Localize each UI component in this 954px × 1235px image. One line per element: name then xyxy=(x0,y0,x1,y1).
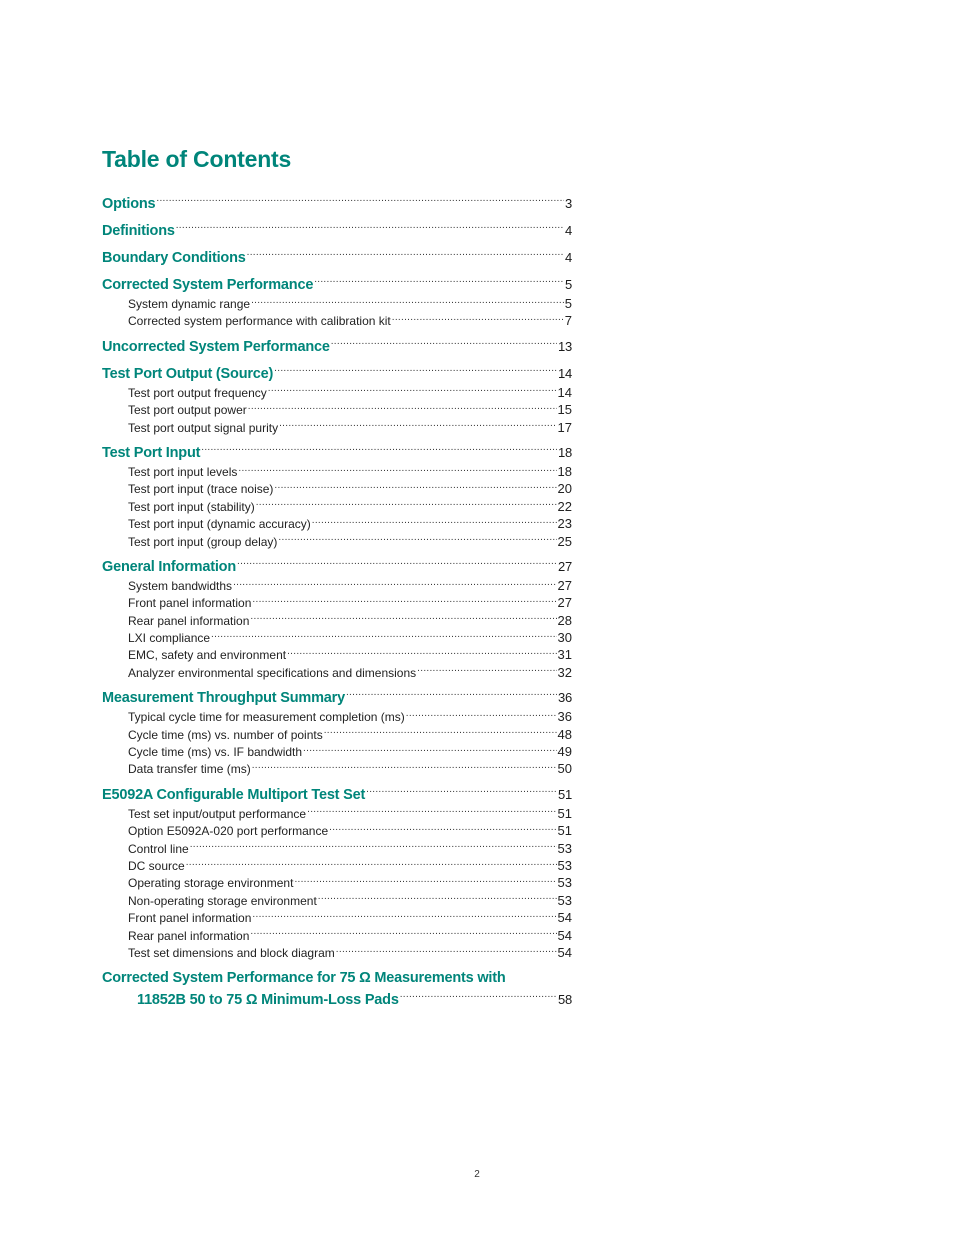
toc-entry-label: Typical cycle time for measurement completion (ms) xyxy=(128,710,405,725)
toc-heading-label: Uncorrected System Performance xyxy=(102,338,330,355)
toc-entry-label: Rear panel information xyxy=(128,928,250,943)
dot-leader xyxy=(252,763,557,773)
toc-entry[interactable] xyxy=(102,533,572,550)
toc-entry[interactable] xyxy=(102,612,572,629)
toc-section xyxy=(102,194,572,214)
dot-leader xyxy=(252,597,556,607)
toc-heading[interactable] xyxy=(102,364,572,384)
toc-entry-page: 14 xyxy=(557,384,572,400)
toc-heading-page: 4 xyxy=(564,250,572,265)
toc-heading-label: E5092A Configurable Multiport Test Set xyxy=(102,786,366,803)
toc-entry[interactable] xyxy=(102,805,572,822)
toc-entry-label: System bandwidths xyxy=(128,578,233,593)
dot-leader xyxy=(400,994,557,1004)
toc-entry[interactable] xyxy=(102,909,572,926)
toc-heading-label: Definitions xyxy=(102,223,175,239)
toc-entry-page: 31 xyxy=(557,647,572,663)
toc-entry-label: System dynamic range xyxy=(128,297,251,311)
dot-leader xyxy=(312,518,557,528)
dot-leader xyxy=(329,825,556,835)
toc-entry-page: 53 xyxy=(557,875,572,891)
toc-entry-page: 20 xyxy=(557,481,572,497)
toc-entry-label: Corrected system performance with calibration kit xyxy=(128,314,391,329)
toc-entry[interactable] xyxy=(102,743,572,760)
toc-entry-label: Cycle time (ms) vs. number of points xyxy=(128,727,323,742)
toc-entry-label: Data transfer time (ms) xyxy=(128,762,251,777)
toc-entry[interactable] xyxy=(102,944,572,961)
dot-leader xyxy=(307,808,556,818)
dot-leader xyxy=(318,895,557,905)
toc-heading-label: General Information xyxy=(102,558,236,575)
toc-heading-line2[interactable] xyxy=(102,989,572,1011)
toc-heading-label: Measurement Throughput Summary xyxy=(102,690,345,707)
toc-heading-line2-label: 11852B 50 to 75 Ω Minimum-Loss Pads xyxy=(137,992,399,1009)
toc-heading-label: Boundary Conditions xyxy=(102,250,246,266)
toc-heading[interactable] xyxy=(102,688,572,708)
toc-entry-page: 53 xyxy=(557,892,572,908)
toc-entry-page: 17 xyxy=(557,419,572,435)
toc-entry[interactable] xyxy=(102,515,572,532)
toc-heading-label: Options xyxy=(102,196,156,212)
toc-heading[interactable] xyxy=(102,557,572,577)
toc-entry-page: 25 xyxy=(557,533,572,549)
toc-entry[interactable] xyxy=(102,857,572,874)
toc-entry-label: Option E5092A-020 port performance xyxy=(128,824,329,839)
toc-entry-page: 54 xyxy=(557,927,572,943)
toc-entry-label: Front panel information xyxy=(128,911,252,926)
toc-heading[interactable] xyxy=(102,443,572,463)
toc-section xyxy=(102,968,572,1011)
toc-heading-page: 51 xyxy=(557,786,572,802)
toc-heading-label: Corrected System Performance xyxy=(102,277,314,293)
toc-entry[interactable] xyxy=(102,463,572,480)
dot-leader xyxy=(176,225,564,235)
toc-entry-page: 5 xyxy=(564,296,572,311)
toc-heading[interactable] xyxy=(102,248,572,268)
toc-entry-label: Front panel information xyxy=(128,596,252,611)
dot-leader xyxy=(406,711,557,721)
toc-entry[interactable] xyxy=(102,629,572,646)
toc-heading-label-line1: Corrected System Performance for 75 Ω Measurements with xyxy=(102,970,506,987)
dot-leader xyxy=(287,649,556,659)
toc-section xyxy=(102,557,572,681)
toc-section xyxy=(102,275,572,330)
toc-heading-75-ohm[interactable] xyxy=(102,968,572,1011)
toc-entry-page: 18 xyxy=(557,463,572,479)
dot-leader xyxy=(233,580,556,590)
dot-leader xyxy=(279,422,556,432)
toc-entry-label: Non-operating storage environment xyxy=(128,893,317,908)
toc-entry[interactable] xyxy=(102,822,572,839)
toc-entry-label: Cycle time (ms) vs. IF bandwidth xyxy=(128,745,303,760)
toc-heading-page: 5 xyxy=(564,277,572,292)
toc-entry[interactable] xyxy=(102,708,572,725)
toc-entry-label: Test port input (stability) xyxy=(128,499,255,514)
toc-entry[interactable] xyxy=(102,295,572,312)
toc-section xyxy=(102,337,572,357)
toc-heading-page: 4 xyxy=(564,223,572,238)
toc-entry-label: Test port output frequency xyxy=(128,385,267,400)
dot-leader xyxy=(268,387,557,397)
dot-leader xyxy=(156,198,564,208)
toc-entry[interactable] xyxy=(102,927,572,944)
toc-entry[interactable] xyxy=(102,760,572,777)
toc-entry-page: 32 xyxy=(557,664,572,680)
toc-entry-page: 15 xyxy=(557,402,572,418)
page-title: Table of Contents xyxy=(102,146,292,172)
toc-entry[interactable] xyxy=(102,840,572,857)
toc-entry-label: Test port input (group delay) xyxy=(128,534,278,549)
dot-leader xyxy=(314,279,564,289)
toc-entry-page: 28 xyxy=(557,612,572,628)
dot-leader xyxy=(274,483,556,493)
toc-entry-page: 51 xyxy=(557,823,572,839)
toc-heading-page: 13 xyxy=(557,338,572,354)
toc-entry[interactable] xyxy=(102,874,572,891)
dot-leader xyxy=(346,692,557,702)
dot-leader xyxy=(250,615,556,625)
dot-leader xyxy=(237,561,557,571)
toc-entry-label: Test port input (dynamic accuracy) xyxy=(128,517,311,532)
toc-entry-label: DC source xyxy=(128,858,185,873)
dot-leader xyxy=(278,536,556,546)
toc-heading-page: 36 xyxy=(557,690,572,706)
toc-entry[interactable] xyxy=(102,419,572,436)
toc-heading-line2-page: 58 xyxy=(557,992,572,1008)
dot-leader xyxy=(251,298,564,308)
toc-heading[interactable] xyxy=(102,194,572,214)
page-number: 2 xyxy=(474,1169,480,1180)
toc-section xyxy=(102,221,572,241)
toc-entry-label: LXI compliance xyxy=(128,631,211,646)
toc-entry[interactable] xyxy=(102,594,572,611)
toc-heading-page: 18 xyxy=(557,444,572,460)
dot-leader xyxy=(331,341,557,351)
toc-heading[interactable] xyxy=(102,337,572,357)
dot-leader xyxy=(252,912,556,922)
toc-entry-page: 48 xyxy=(557,726,572,742)
dot-leader xyxy=(336,947,557,957)
toc-entry-page: 27 xyxy=(557,577,572,593)
toc-entry[interactable] xyxy=(102,646,572,663)
table-of-contents xyxy=(102,194,572,1018)
toc-entry[interactable] xyxy=(102,664,572,681)
toc-entry-label: Operating storage environment xyxy=(128,876,294,891)
toc-entry[interactable] xyxy=(102,726,572,743)
toc-entry-label: Test port input levels xyxy=(128,464,238,479)
toc-heading[interactable] xyxy=(102,221,572,241)
dot-leader xyxy=(250,930,556,940)
dot-leader xyxy=(211,632,556,642)
toc-entry[interactable] xyxy=(102,312,572,329)
toc-entry-label: Test set dimensions and block diagram xyxy=(128,945,335,960)
toc-entry[interactable] xyxy=(102,577,572,594)
toc-heading-label: Test Port Output (Source) xyxy=(102,365,274,382)
toc-entry-page: 36 xyxy=(557,709,572,725)
toc-entry-label: Control line xyxy=(128,841,189,856)
toc-entry[interactable] xyxy=(102,892,572,909)
toc-entry-label: Rear panel information xyxy=(128,613,250,628)
toc-heading[interactable] xyxy=(102,785,572,805)
toc-entry[interactable] xyxy=(102,480,572,497)
toc-entry-label: EMC, safety and environment xyxy=(128,648,287,663)
dot-leader xyxy=(303,746,556,756)
toc-entry[interactable] xyxy=(102,401,572,418)
dot-leader xyxy=(201,447,557,457)
toc-heading-page: 27 xyxy=(557,558,572,574)
dot-leader xyxy=(366,789,557,799)
toc-entry-label: Test port output power xyxy=(128,403,247,418)
toc-entry-page: 22 xyxy=(557,498,572,514)
toc-heading-page: 14 xyxy=(557,365,572,381)
dot-leader xyxy=(256,501,557,511)
toc-section xyxy=(102,248,572,268)
toc-section xyxy=(102,443,572,550)
toc-entry-label: Analyzer environmental specifications and dimensions xyxy=(128,665,417,680)
dot-leader xyxy=(190,843,557,853)
dot-leader xyxy=(274,368,557,378)
toc-entry-page: 50 xyxy=(557,761,572,777)
toc-entry-page: 49 xyxy=(557,744,572,760)
dot-leader xyxy=(247,252,564,262)
dot-leader xyxy=(294,877,556,887)
toc-heading[interactable] xyxy=(102,275,572,295)
dot-leader xyxy=(238,466,556,476)
toc-entry-page: 30 xyxy=(557,630,572,646)
toc-section xyxy=(102,364,572,436)
toc-entry-label: Test port input (trace noise) xyxy=(128,482,274,497)
toc-section xyxy=(102,785,572,962)
toc-entry-page: 53 xyxy=(557,840,572,856)
toc-section xyxy=(102,688,572,778)
toc-heading-label: Test Port Input xyxy=(102,444,201,461)
toc-entry-page: 27 xyxy=(557,595,572,611)
dot-leader xyxy=(324,729,557,739)
toc-entry-page: 7 xyxy=(564,313,572,329)
toc-entry-page: 51 xyxy=(557,805,572,821)
toc-entry-label: Test port output signal purity xyxy=(128,420,279,435)
toc-entry-page: 53 xyxy=(557,857,572,873)
toc-heading-page: 3 xyxy=(564,196,572,211)
toc-entry-label: Test set input/output performance xyxy=(128,806,307,821)
dot-leader xyxy=(248,404,557,414)
dot-leader xyxy=(186,860,557,870)
toc-entry-page: 54 xyxy=(557,910,572,926)
toc-entry[interactable] xyxy=(102,384,572,401)
dot-leader xyxy=(392,315,564,325)
toc-entry-page: 23 xyxy=(557,516,572,532)
toc-entry-page: 54 xyxy=(557,944,572,960)
dot-leader xyxy=(417,667,556,677)
toc-entry[interactable] xyxy=(102,498,572,515)
